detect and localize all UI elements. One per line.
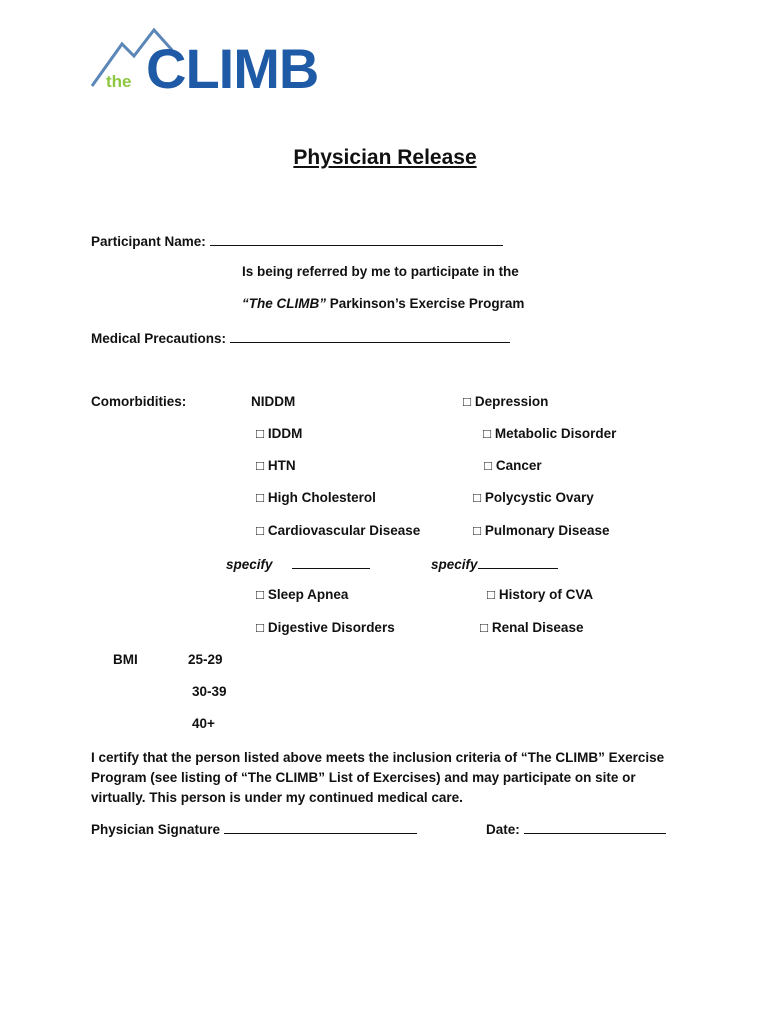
date-label: Date: xyxy=(486,822,520,837)
checkbox-sleep-apnea[interactable]: □ Sleep Apnea xyxy=(256,587,349,602)
checkbox-iddm[interactable]: □ IDDM xyxy=(256,426,303,441)
specify-right-field[interactable] xyxy=(478,555,558,569)
logo-the-text: the xyxy=(106,72,132,91)
medical-precautions-row xyxy=(91,329,510,346)
participant-name-label: Participant Name: xyxy=(91,234,206,249)
medical-precautions-label: Medical Precautions: xyxy=(91,331,227,346)
bmi-label: BMI xyxy=(113,652,138,667)
bmi-option-40-plus[interactable]: 40+ xyxy=(192,716,215,731)
date-row xyxy=(486,820,666,837)
date-field[interactable] xyxy=(524,820,666,834)
page-title: Physician Release xyxy=(293,146,477,169)
checkbox-high-cholesterol[interactable]: □ High Cholesterol xyxy=(256,490,376,505)
specify-left-field[interactable] xyxy=(292,555,370,569)
checkbox-cva[interactable]: □ History of CVA xyxy=(487,587,594,602)
program-text xyxy=(242,296,524,311)
checkbox-digestive[interactable]: □ Digestive Disorders xyxy=(256,620,395,635)
specify-right-row xyxy=(431,555,558,572)
bmi-option-30-39[interactable]: 30-39 xyxy=(192,684,227,699)
checkbox-htn[interactable]: □ HTN xyxy=(256,458,296,473)
checkbox-cancer[interactable]: □ Cancer xyxy=(484,458,542,473)
checkbox-pulmonary[interactable]: □ Pulmonary Disease xyxy=(473,523,610,538)
medical-precautions-field[interactable] xyxy=(230,329,510,343)
participant-name-row xyxy=(91,232,503,249)
checkbox-polycystic-ovary[interactable]: □ Polycystic Ovary xyxy=(473,490,594,505)
specify-right-label: specify xyxy=(431,557,478,572)
logo xyxy=(88,22,353,102)
program-rest: Parkinson’s Exercise Program xyxy=(326,296,525,311)
certification-text: I certify that the person listed above meets the inclusion criteria of “The CLIMB” Exercise Program (see listing of “The CLIMB” List of Exercises) and may participate on site or virtually. This person is under my continued medical care. xyxy=(91,750,665,805)
checkbox-depression[interactable]: □ Depression xyxy=(463,394,549,409)
checkbox-niddm[interactable]: NIDDM xyxy=(251,394,296,409)
logo-climb-text: CLIMB xyxy=(146,37,319,100)
comorbidities-label: Comorbidities: xyxy=(91,394,187,409)
program-name: “The CLIMB” xyxy=(242,296,326,311)
checkbox-cardiovascular[interactable]: □ Cardiovascular Disease xyxy=(256,523,421,538)
signature-field[interactable] xyxy=(224,820,417,834)
bmi-option-25-29[interactable]: 25-29 xyxy=(188,652,223,667)
checkbox-metabolic[interactable]: □ Metabolic Disorder xyxy=(483,426,617,441)
participant-name-field[interactable] xyxy=(210,232,503,246)
checkbox-renal[interactable]: □ Renal Disease xyxy=(480,620,584,635)
referral-text: Is being referred by me to participate in the xyxy=(242,264,519,279)
signature-row xyxy=(91,820,417,837)
specify-left-label: specify xyxy=(226,557,273,572)
signature-label: Physician Signature xyxy=(91,822,221,837)
specify-left-row xyxy=(226,555,370,572)
